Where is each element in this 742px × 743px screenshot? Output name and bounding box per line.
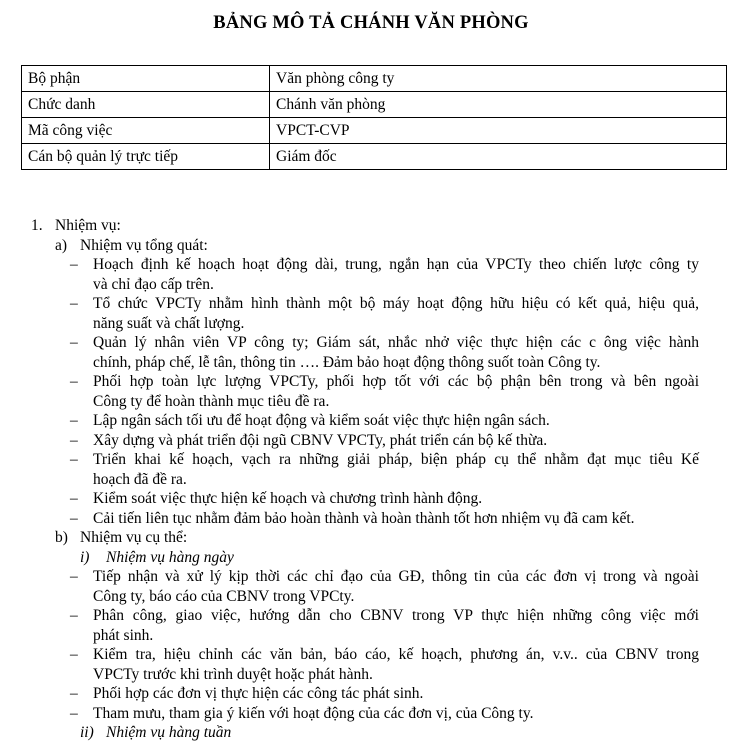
subsection-marker: a) bbox=[55, 236, 68, 254]
subsection-heading bbox=[0, 236, 742, 256]
list-item bbox=[0, 411, 742, 431]
list-item bbox=[0, 645, 742, 665]
list-item bbox=[0, 392, 742, 412]
list-item-text: Triển khai kế hoạch, vạch ra những giải pháp, biện pháp cụ thể nhằm đạt mục tiêu Kế bbox=[93, 451, 699, 468]
bullet-dash: – bbox=[70, 607, 78, 624]
info-row bbox=[22, 92, 727, 118]
list-item-text: và chỉ đạo cấp trên. bbox=[93, 275, 214, 293]
list-item bbox=[0, 314, 742, 334]
list-item-text: Tổ chức VPCTy nhằm hình thành một bộ máy hoạt động hữu hiệu có kết quả, hiệu quả, bbox=[93, 295, 699, 312]
list-item bbox=[0, 333, 742, 353]
bullet-dash: – bbox=[70, 412, 78, 429]
subsection-heading-text: Nhiệm vụ tổng quát: bbox=[80, 236, 208, 254]
info-row bbox=[22, 118, 727, 144]
bullet-dash: – bbox=[70, 295, 78, 312]
list-item bbox=[0, 372, 742, 392]
bullet-dash: – bbox=[70, 373, 78, 390]
list-item-text: Cải tiến liên tục nhằm đảm bảo hoàn thành và hoàn thành tốt hơn nhiệm vụ đã cam kết. bbox=[93, 509, 635, 527]
list-item bbox=[0, 587, 742, 607]
list-item bbox=[0, 567, 742, 587]
info-value: Chánh văn phòng bbox=[270, 92, 727, 118]
list-item-text: Hoạch định kế hoạch hoạt động dài, trung, ngắn hạn của VPCTy theo chiến lược công ty bbox=[93, 256, 699, 273]
sub-subsection-heading-text: Nhiệm vụ hàng tuần bbox=[106, 724, 232, 741]
info-label: Chức danh bbox=[22, 92, 270, 118]
roman-marker: i) bbox=[80, 548, 90, 566]
list-item bbox=[0, 470, 742, 490]
info-value: Văn phòng công ty bbox=[270, 66, 727, 92]
list-item-text: Tham mưu, tham gia ý kiến với hoạt động của các đơn vị, của Công ty. bbox=[93, 704, 534, 722]
list-item bbox=[0, 275, 742, 295]
page-title: BẢNG MÔ TẢ CHÁNH VĂN PHÒNG bbox=[213, 13, 529, 33]
subsection-heading-text: Nhiệm vụ cụ thể: bbox=[80, 529, 188, 546]
bullet-dash: – bbox=[70, 704, 78, 722]
list-item bbox=[0, 509, 742, 529]
list-item-text: năng suất và chất lượng. bbox=[93, 314, 245, 332]
bullet-dash: – bbox=[70, 568, 78, 585]
info-table bbox=[21, 65, 727, 170]
list-item bbox=[0, 294, 742, 314]
list-item-text: phát sinh. bbox=[93, 626, 154, 644]
list-item-text: Tiếp nhận và xử lý kịp thời các chỉ đạo của GĐ, thông tin của các đơn vị trong và ngoài bbox=[93, 568, 699, 585]
list-item-text: Công ty để hoàn thành mục tiêu đề ra. bbox=[93, 392, 330, 410]
subsection-heading bbox=[0, 528, 742, 548]
section-heading bbox=[0, 216, 742, 236]
list-item-text: Công ty, báo cáo của CBNV trong VPCty. bbox=[93, 587, 355, 605]
section-number: 1. bbox=[31, 217, 43, 234]
sub-subsection-heading bbox=[0, 548, 742, 568]
list-item-text: VPCTy trước khi trình duyệt hoặc phát hành. bbox=[93, 665, 373, 683]
list-item-text: hoạch đã đề ra. bbox=[93, 470, 187, 488]
info-value: Giám đốc bbox=[270, 144, 727, 170]
list-item bbox=[0, 489, 742, 509]
bullet-dash: – bbox=[70, 685, 78, 702]
info-label: Bộ phận bbox=[22, 66, 270, 92]
bullet-dash: – bbox=[70, 451, 78, 468]
sub-subsection-heading-text: Nhiệm vụ hàng ngày bbox=[106, 548, 234, 566]
sub-subsection-heading bbox=[0, 723, 742, 743]
list-item bbox=[0, 606, 742, 626]
bullet-dash: – bbox=[70, 256, 78, 273]
list-item-text: Xây dựng và phát triển đội ngũ CBNV VPCTy, phát triển cán bộ kế thừa. bbox=[93, 431, 548, 449]
list-item-text: Kiểm tra, hiệu chỉnh các văn bản, báo cáo, kế hoạch, phương án, v.v.. của CBNV trong bbox=[93, 646, 699, 663]
info-row bbox=[22, 144, 727, 170]
list-item-text: Phối hợp các đơn vị thực hiện các công tác phát sinh. bbox=[93, 685, 424, 702]
list-item bbox=[0, 684, 742, 704]
document-body bbox=[0, 216, 742, 743]
bullet-dash: – bbox=[70, 509, 78, 527]
info-label: Cán bộ quản lý trực tiếp bbox=[22, 144, 270, 170]
list-item bbox=[0, 665, 742, 685]
list-item bbox=[0, 255, 742, 275]
list-item bbox=[0, 626, 742, 646]
list-item-text: Phối hợp toàn lực lượng VPCTy, phối hợp tốt với các bộ phận bên trong và bên ngoài bbox=[93, 373, 699, 390]
list-item-text: Lập ngân sách tối ưu để hoạt động và kiểm soát việc thực hiện ngân sách. bbox=[93, 412, 550, 429]
list-item bbox=[0, 704, 742, 724]
bullet-dash: – bbox=[70, 334, 78, 351]
subsection-marker: b) bbox=[55, 529, 68, 546]
list-item-text: Phân công, giao việc, hướng dẫn cho CBNV trong VP thực hiện những công việc mới bbox=[93, 607, 699, 624]
roman-marker: ii) bbox=[80, 724, 94, 741]
list-item bbox=[0, 431, 742, 451]
list-item bbox=[0, 353, 742, 373]
bullet-dash: – bbox=[70, 431, 78, 449]
info-label: Mã công việc bbox=[22, 118, 270, 144]
list-item bbox=[0, 450, 742, 470]
list-item-text: Quản lý nhân viên VP công ty; Giám sát, nhắc nhở việc thực hiện các c ông việc hành bbox=[93, 334, 699, 351]
list-item-text: chính, pháp chế, lễ tân, thông tin …. Đảm bảo hoạt động thông suốt toàn Công ty. bbox=[93, 353, 601, 371]
bullet-dash: – bbox=[70, 646, 78, 663]
section-heading-text: Nhiệm vụ: bbox=[55, 217, 121, 234]
list-item-text: Kiểm soát việc thực hiện kế hoạch và chương trình hành động. bbox=[93, 490, 483, 507]
info-value: VPCT-CVP bbox=[270, 118, 727, 144]
bullet-dash: – bbox=[70, 490, 78, 507]
info-row bbox=[22, 66, 727, 92]
